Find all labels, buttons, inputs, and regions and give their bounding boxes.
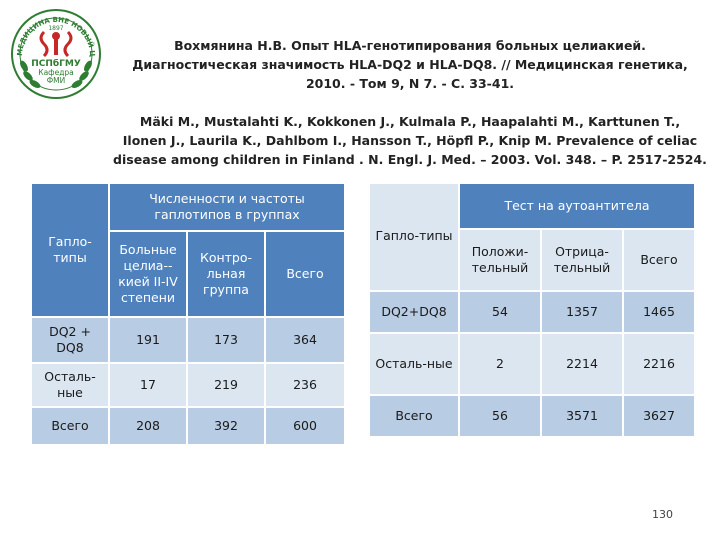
reference-english-line2: Ilonen J., Laurila K., Dahlbom I., Hansson T., Höpfl P., Knip M. Prevalence of celiac <box>122 133 698 148</box>
t1-header-haplotypes: Гапло-типы <box>32 184 108 316</box>
t1-cell-control: 219 <box>188 364 264 406</box>
reference-english-line1: Mäki M., Mustalahti K., Kokkonen J., Kulmala P., Haapalahti M., Karttunen T., <box>139 114 681 129</box>
t2-cell-negative: 2214 <box>542 334 622 394</box>
t2-cell-positive: 2 <box>460 334 540 394</box>
logo-arc-text: МЕДИЦИНА ВНЕ НОВЫЙ Ц <box>15 15 97 58</box>
t2-cell-total: 2216 <box>624 334 694 394</box>
t1-cell-total: 364 <box>266 318 344 362</box>
t2-row-label: Осталь-ные <box>370 334 458 394</box>
t1-cell-total: 600 <box>266 408 344 444</box>
reference-russian <box>110 36 710 93</box>
t2-cell-negative: 1357 <box>542 292 622 332</box>
t1-cell-patients: 208 <box>110 408 186 444</box>
reference-russian-line3: 2010. - Том 9, N 7. - С. 33-41. <box>305 76 515 91</box>
t2-header-haplotypes: Гапло-типы <box>370 184 458 290</box>
t2-cell-positive: 56 <box>460 396 540 436</box>
t1-cell-control: 392 <box>188 408 264 444</box>
t1-header-total: Всего <box>266 232 344 316</box>
page-number: 130 <box>652 508 673 521</box>
table-row <box>370 292 694 332</box>
t2-cell-negative: 3571 <box>542 396 622 436</box>
laurel-emblem-icon <box>8 6 104 102</box>
t2-cell-positive: 54 <box>460 292 540 332</box>
t1-row-label: DQ2 + DQ8 <box>32 318 108 362</box>
t1-cell-total: 236 <box>266 364 344 406</box>
table-row <box>32 364 344 406</box>
table-row <box>32 318 344 362</box>
t2-row-label: DQ2+DQ8 <box>370 292 458 332</box>
t2-header-group: Тест на аутоантитела <box>460 184 694 228</box>
reference-english <box>100 112 720 169</box>
haplotype-frequency-table <box>30 182 346 446</box>
t1-row-label: Осталь-ные <box>32 364 108 406</box>
reference-russian-line2: Диагностическая значимость HLA-DQ2 и HLA-DQ8. // Медицинская генетика, <box>132 57 688 72</box>
table-row <box>32 408 344 444</box>
t1-header-patients: Больные целиа--кией II-IV степени <box>110 232 186 316</box>
t1-header-group: Численности и частоты гаплотипов в группах <box>110 184 344 230</box>
t2-cell-total: 3627 <box>624 396 694 436</box>
logo-department: Кафедра <box>38 68 74 77</box>
t2-row-label: Всего <box>370 396 458 436</box>
university-logo <box>8 6 104 102</box>
logo-faculty: ФМИ <box>46 76 66 85</box>
t2-cell-total: 1465 <box>624 292 694 332</box>
autoantibody-test-table <box>368 182 696 438</box>
t2-header-negative: Отрица-тельный <box>542 230 622 290</box>
reference-english-line3: disease among children in Finland . N. Engl. J. Med. – 2003. Vol. 348. – P. 2517-2524. <box>113 152 707 167</box>
logo-year: 1897 <box>48 25 64 32</box>
table-row <box>370 334 694 394</box>
logo-university: ПСПбГМУ <box>31 59 81 69</box>
t1-cell-patients: 17 <box>110 364 186 406</box>
t2-header-positive: Положи-тельный <box>460 230 540 290</box>
t2-header-total: Всего <box>624 230 694 290</box>
t1-cell-patients: 191 <box>110 318 186 362</box>
reference-russian-line1: Вохмянина Н.В. Опыт HLA-генотипирования больных целиакией. <box>174 38 646 53</box>
table-row <box>370 396 694 436</box>
t1-cell-control: 173 <box>188 318 264 362</box>
t1-header-control: Контро-льная группа <box>188 232 264 316</box>
t1-row-label: Всего <box>32 408 108 444</box>
